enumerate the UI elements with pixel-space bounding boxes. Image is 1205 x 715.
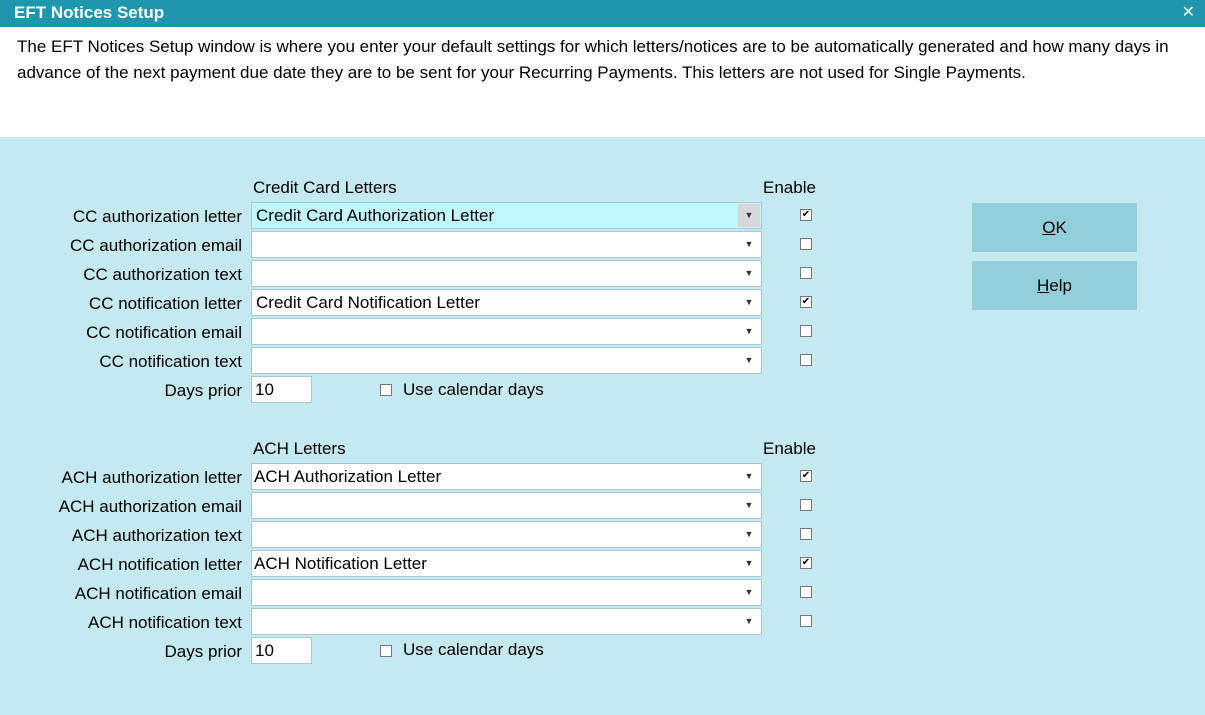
cc-notif-email-enable-checkbox[interactable] [800,325,812,337]
window-title: EFT Notices Setup [14,3,165,22]
cc-notif-email-label: CC notification email [86,323,242,342]
ach-auth-email-enable-checkbox[interactable] [800,499,812,511]
chevron-down-icon[interactable]: ▼ [744,616,754,626]
ach-section-header: ACH Letters [253,439,346,458]
settings-panel [0,137,1205,715]
cc-auth-letter-label: CC authorization letter [72,207,242,226]
ach-auth-letter-select[interactable] [251,463,762,490]
ach-notif-email-label: ACH notification email [74,584,242,603]
cc-days-prior-input[interactable]: 10 [251,376,312,403]
help-mnemonic: H [1037,276,1050,295]
chevron-down-icon[interactable]: ▼ [738,204,760,227]
cc-auth-email-enable-checkbox[interactable] [800,238,812,250]
cc-auth-email-select[interactable] [251,231,762,258]
cc-calendar-days-label: Use calendar days [403,380,544,399]
ach-notif-text-enable-checkbox[interactable] [800,615,812,627]
chevron-down-icon[interactable]: ▼ [744,326,754,336]
select-value: Credit Card Authorization Letter [256,206,495,225]
cc-notif-text-select[interactable] [251,347,762,374]
ach-notif-letter-enable-checkbox[interactable]: ✔ [801,557,811,568]
ach-auth-text-enable-checkbox[interactable] [800,528,812,540]
select-value: ACH Notification Letter [254,554,427,573]
cc-auth-text-select[interactable] [251,260,762,287]
chevron-down-icon[interactable]: ▼ [744,239,754,249]
ach-calendar-days-label: Use calendar days [403,640,544,659]
cc-auth-text-label: CC authorization text [83,265,242,284]
chevron-down-icon[interactable]: ▼ [744,500,754,510]
cc-enable-header: Enable [763,178,816,197]
ach-notif-letter-label: ACH notification letter [77,555,242,574]
cc-notif-letter-select[interactable] [251,289,762,316]
ok-mnemonic: O [1042,218,1056,237]
chevron-down-icon[interactable]: ▼ [744,587,754,597]
ach-auth-email-select[interactable] [251,492,762,519]
chevron-down-icon[interactable]: ▼ [744,297,754,307]
select-value: ACH Authorization Letter [254,467,442,486]
cc-notif-letter-label: CC notification letter [88,294,242,313]
cc-auth-letter-select[interactable] [251,202,762,229]
chevron-down-icon[interactable]: ▼ [744,529,754,539]
chevron-down-icon[interactable]: ▼ [744,558,754,568]
title-bar [0,0,1205,27]
chevron-down-icon[interactable]: ▼ [744,268,754,278]
chevron-down-icon[interactable]: ▼ [744,471,754,481]
ach-auth-email-label: ACH authorization email [58,497,242,516]
chevron-down-icon[interactable]: ▼ [744,355,754,365]
cc-days-prior-label: Days prior [164,381,242,400]
select-value: Credit Card Notification Letter [256,293,480,312]
cc-calendar-days-checkbox[interactable] [380,384,392,396]
ach-notif-email-select[interactable] [251,579,762,606]
ach-notif-email-enable-checkbox[interactable] [800,586,812,598]
cc-auth-text-enable-checkbox[interactable] [800,267,812,279]
ach-auth-text-label: ACH authorization text [71,526,242,545]
ach-days-prior-input[interactable]: 10 [251,637,312,664]
ach-notif-text-label: ACH notification text [87,613,242,632]
ach-auth-letter-label: ACH authorization letter [61,468,242,487]
help-button[interactable] [972,261,1137,310]
cc-notif-email-select[interactable] [251,318,762,345]
cc-notif-text-enable-checkbox[interactable] [800,354,812,366]
ach-auth-text-select[interactable] [251,521,762,548]
ach-notif-text-select[interactable] [251,608,762,635]
description-text: The EFT Notices Setup window is where you enter your default settings for which letters/notices are to be automatically generated and how many days in advance of the next payment due date they are to be sent for your Recurring Payments. This letters are not used for Single Payments. [0,27,1205,137]
ach-calendar-days-checkbox[interactable] [380,645,392,657]
cc-notif-text-label: CC notification text [99,352,242,371]
ach-enable-header: Enable [763,439,816,458]
cc-auth-letter-enable-checkbox[interactable]: ✔ [801,209,811,220]
close-icon[interactable]: ✕ [1181,4,1195,21]
ach-days-prior-label: Days prior [164,642,242,661]
help-label-rest: elp [1049,276,1072,295]
ok-button[interactable] [972,203,1137,252]
cc-section-header: Credit Card Letters [253,178,397,197]
cc-auth-email-label: CC authorization email [70,236,242,255]
cc-notif-letter-enable-checkbox[interactable]: ✔ [801,296,811,307]
ok-label-rest: K [1055,218,1067,237]
ach-auth-letter-enable-checkbox[interactable]: ✔ [801,470,811,481]
ach-notif-letter-select[interactable] [251,550,762,577]
